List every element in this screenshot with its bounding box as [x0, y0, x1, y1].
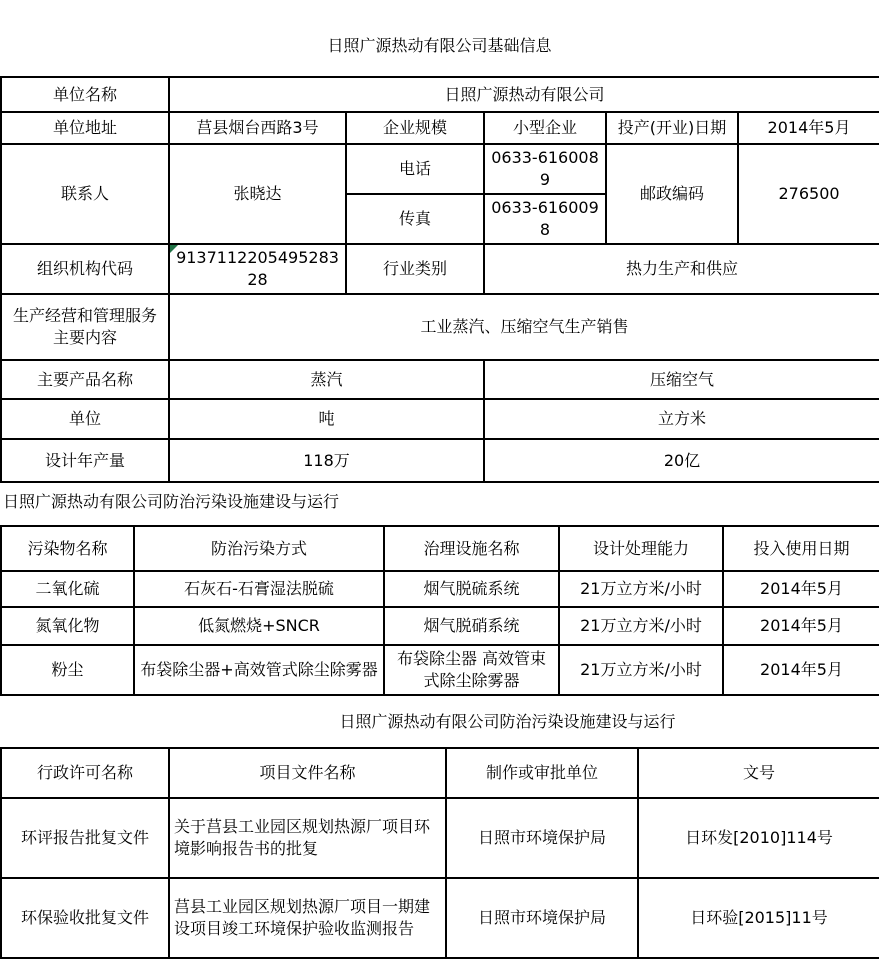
- excel-number-as-text-triangle-icon: [170, 245, 178, 253]
- column-header: 污染物名称: [1, 526, 134, 571]
- address-value: 莒县烟台西路3号: [169, 112, 346, 144]
- column-header: 制作或审批单位: [446, 748, 638, 798]
- table-row: [1, 878, 879, 958]
- capacity-label: 设计年产量: [1, 439, 169, 482]
- approval-authority: 日照市环境保护局: [446, 878, 638, 958]
- postcode-label: 邮政编码: [606, 144, 738, 244]
- use-date: 2014年5月: [723, 607, 879, 645]
- facility-name: 烟气脱硫系统: [384, 571, 559, 607]
- phone-value: 0633-6160089: [484, 144, 606, 194]
- permit-name: 环评报告批复文件: [1, 798, 169, 878]
- capacity-value-2: 20亿: [484, 439, 879, 482]
- facility-name: 布袋除尘器 高效管束式除尘除雾器: [384, 645, 559, 695]
- pollution-header-row: [1, 526, 879, 571]
- approval-authority: 日照市环境保护局: [446, 798, 638, 878]
- prevention-method: 低氮燃烧+SNCR: [134, 607, 384, 645]
- basic-info-title: 日照广源热动有限公司基础信息: [327, 36, 552, 55]
- address-label: 单位地址: [1, 112, 169, 144]
- prevention-method: 布袋除尘器+高效管式除尘除雾器: [134, 645, 384, 695]
- pollutant-name: 二氧化硫: [1, 571, 134, 607]
- pollutant-name: 氮氧化物: [1, 607, 134, 645]
- use-date: 2014年5月: [723, 645, 879, 695]
- project-document-name: 关于莒县工业园区规划热源厂项目环境影响报告书的批复: [169, 798, 446, 878]
- prevention-method: 石灰石-石膏湿法脱硫: [134, 571, 384, 607]
- design-capacity: 21万立方米/小时: [559, 645, 723, 695]
- business-label: 生产经营和管理服务主要内容: [1, 294, 169, 360]
- phone-label: 电话: [346, 144, 484, 194]
- capacity-value-1: 118万: [169, 439, 484, 482]
- industry-label: 行业类别: [346, 244, 484, 294]
- fax-label: 传真: [346, 194, 484, 244]
- table-row: [1, 645, 879, 695]
- unit-label: 单位: [1, 399, 169, 439]
- basic-info-table: [0, 76, 879, 483]
- design-capacity: 21万立方米/小时: [559, 571, 723, 607]
- scale-value: 小型企业: [484, 112, 606, 144]
- column-header: 投入使用日期: [723, 526, 879, 571]
- pollution-section-title: 日照广源热动有限公司防治污染设施建设与运行: [3, 492, 340, 511]
- org-code-label: 组织机构代码: [1, 244, 169, 294]
- scale-label: 企业规模: [346, 112, 484, 144]
- use-date: 2014年5月: [723, 571, 879, 607]
- unit-name-label: 单位名称: [1, 77, 169, 112]
- org-code-text: 913711220549528328: [176, 248, 339, 289]
- unit-name-value: 日照广源热动有限公司: [169, 77, 879, 112]
- product-value-1: 蒸汽: [169, 360, 484, 399]
- contact-value: 张晓达: [169, 144, 346, 244]
- column-header: 防治污染方式: [134, 526, 384, 571]
- column-header: 文号: [638, 748, 879, 798]
- start-date-label: 投产(开业)日期: [606, 112, 738, 144]
- document-number: 日环发[2010]114号: [638, 798, 879, 878]
- facility-name: 烟气脱硝系统: [384, 607, 559, 645]
- pollution-table: [0, 525, 879, 696]
- unit-value-2: 立方米: [484, 399, 879, 439]
- column-header: 治理设施名称: [384, 526, 559, 571]
- org-code-value: [169, 244, 346, 294]
- column-header: 项目文件名称: [169, 748, 446, 798]
- unit-value-1: 吨: [169, 399, 484, 439]
- contact-label: 联系人: [1, 144, 169, 244]
- table-row: [1, 798, 879, 878]
- product-label: 主要产品名称: [1, 360, 169, 399]
- column-header: 设计处理能力: [559, 526, 723, 571]
- permit-name: 环保验收批复文件: [1, 878, 169, 958]
- column-header: 行政许可名称: [1, 748, 169, 798]
- table-row: [1, 571, 879, 607]
- start-date-value: 2014年5月: [738, 112, 879, 144]
- industry-value: 热力生产和供应: [484, 244, 879, 294]
- table-row: [1, 607, 879, 645]
- permit-section-title: 日照广源热动有限公司防治污染设施建设与运行: [339, 712, 676, 731]
- project-document-name: 莒县工业园区规划热源厂项目一期建设项目竣工环境保护验收监测报告: [169, 878, 446, 958]
- postcode-value: 276500: [738, 144, 879, 244]
- permit-header-row: [1, 748, 879, 798]
- design-capacity: 21万立方米/小时: [559, 607, 723, 645]
- product-value-2: 压缩空气: [484, 360, 879, 399]
- fax-value: 0633-6160098: [484, 194, 606, 244]
- document-number: 日环验[2015]11号: [638, 878, 879, 958]
- business-value: 工业蒸汽、压缩空气生产销售: [169, 294, 879, 360]
- permit-table: [0, 747, 879, 959]
- pollutant-name: 粉尘: [1, 645, 134, 695]
